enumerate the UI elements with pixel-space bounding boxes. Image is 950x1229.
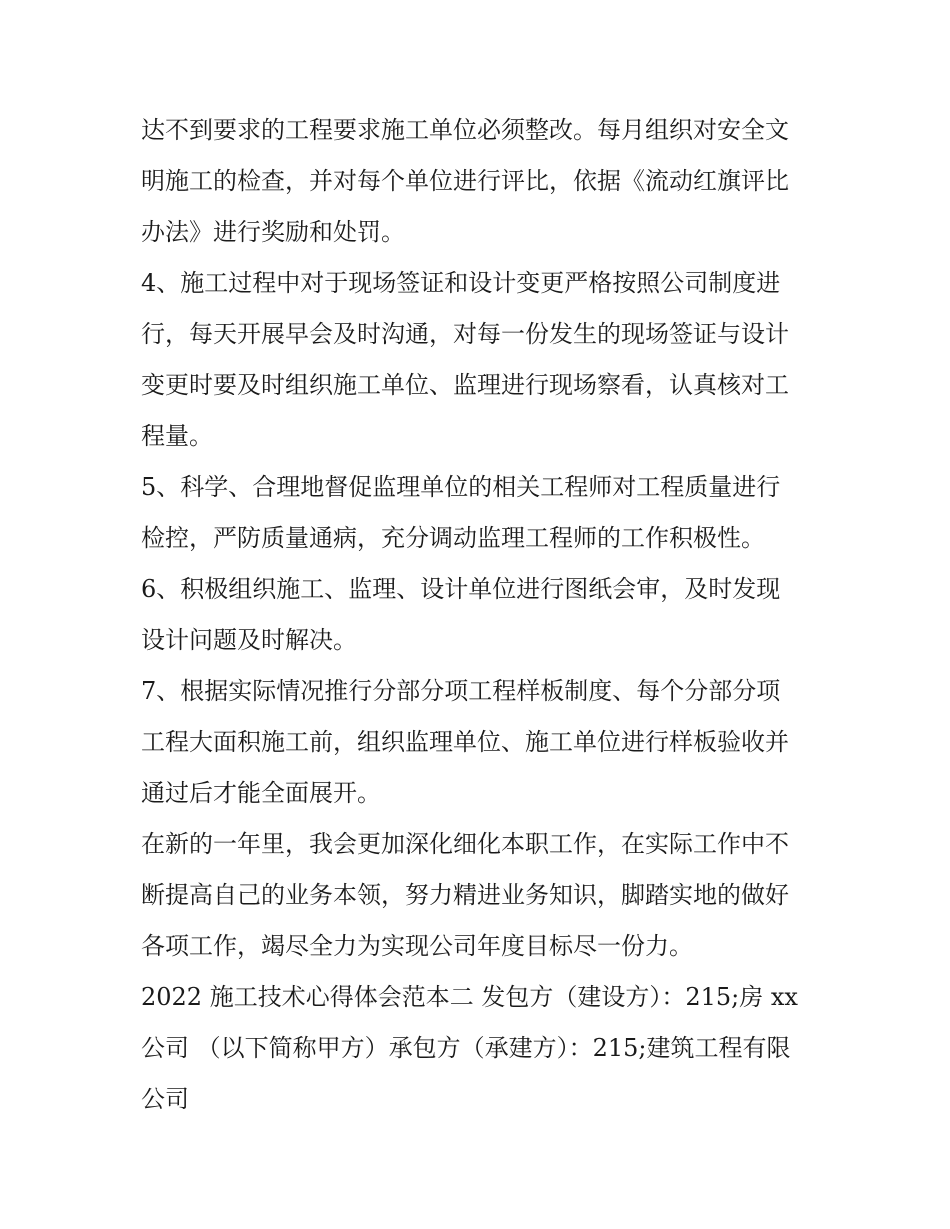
text-line: 变更时要及时组织施工单位、监理进行现场察看，认真核对工: [141, 371, 789, 399]
text-line: 公司 （以下简称甲方）承包方（承建方）：215;建筑工程有限: [141, 1034, 791, 1062]
text-line: 检控，严防质量通病，充分调动监理工程师的工作积极性。: [141, 524, 765, 552]
text-line: 设计问题及时解决。: [141, 626, 357, 654]
text-line: 在新的一年里，我会更加深化细化本职工作，在实际工作中不: [141, 830, 789, 858]
document-body: [141, 105, 821, 1125]
text-line: 4、施工过程中对于现场签证和设计变更严格按照公司制度进: [141, 269, 781, 297]
text-line: 5、科学、合理地督促监理单位的相关工程师对工程质量进行: [141, 473, 781, 501]
text-line: 通过后才能全面展开。: [141, 779, 381, 807]
text-line: 各项工作，竭尽全力为实现公司年度目标尽一份力。: [141, 932, 693, 960]
text-line: 办法》进行奖励和处罚。: [141, 218, 405, 246]
text-line: 2022 施工技术心得体会范本二 发包方（建设方）：215;房 xx: [141, 983, 798, 1011]
text-line: 工程大面积施工前，组织监理单位、施工单位进行样板验收并: [141, 728, 789, 756]
text-line: 明施工的检查，并对每个单位进行评比，依据《流动红旗评比: [141, 167, 789, 195]
text-line: 6、积极组织施工、监理、设计单位进行图纸会审，及时发现: [141, 575, 781, 603]
text-line: 断提高自己的业务本领，努力精进业务知识，脚踏实地的做好: [141, 881, 789, 909]
text-line: 行，每天开展早会及时沟通，对每一份发生的现场签证与设计: [141, 320, 789, 348]
text-line: 达不到要求的工程要求施工单位必须整改。每月组织对安全文: [141, 116, 789, 144]
text-line: 公司: [141, 1085, 189, 1113]
text-line: 7、根据实际情况推行分部分项工程样板制度、每个分部分项: [141, 677, 781, 705]
text-line: 程量。: [141, 422, 213, 450]
